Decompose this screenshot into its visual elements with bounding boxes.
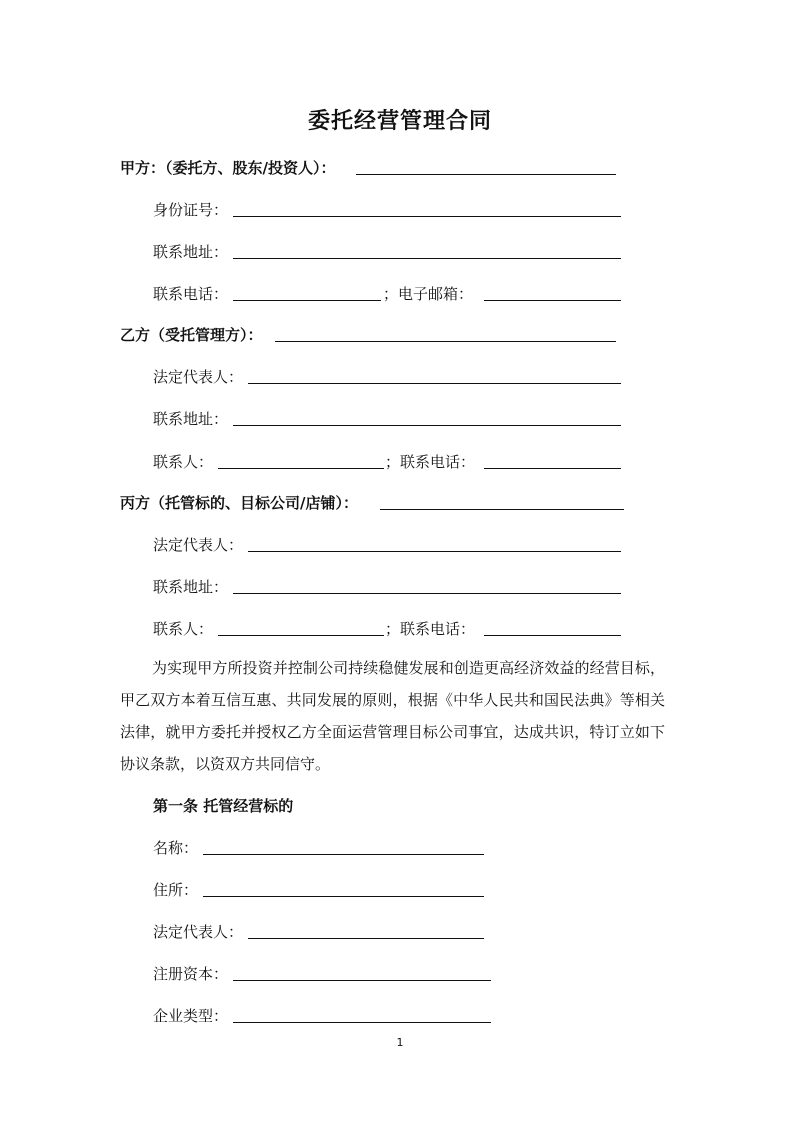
party-c-phone-field[interactable] <box>484 635 621 636</box>
party-a-phone-label: 联系电话： <box>153 285 229 303</box>
party-c-rep-field[interactable] <box>248 551 621 552</box>
party-a-email-field[interactable] <box>484 300 621 301</box>
party-b-address-field[interactable] <box>233 425 621 426</box>
party-a-id-field[interactable] <box>233 216 621 217</box>
document-title: 委托经营管理合同 <box>307 109 492 134</box>
target-capital-label: 注册资本： <box>153 965 229 983</box>
target-capital-field[interactable] <box>233 980 491 981</box>
party-a-phone-field[interactable] <box>233 300 381 301</box>
party-c-address-field[interactable] <box>233 593 621 594</box>
party-b-rep-field[interactable] <box>248 383 621 384</box>
party-b-phone-field[interactable] <box>484 468 621 469</box>
party-c-phone-label: ；联系电话： <box>385 620 476 638</box>
party-c-heading: 丙方（托管标的、目标公司/店铺）： <box>120 494 358 512</box>
target-name-field[interactable] <box>203 854 484 855</box>
party-a-address-label: 联系地址： <box>153 243 229 261</box>
party-a-address-field[interactable] <box>233 258 621 259</box>
target-rep-field[interactable] <box>248 938 484 939</box>
party-b-contact-label: 联系人： <box>153 453 214 471</box>
party-c-name-field[interactable] <box>380 509 624 510</box>
party-a-id-label: 身份证号： <box>153 201 229 219</box>
party-a-email-label: ；电子邮箱： <box>383 285 474 303</box>
party-b-phone-label: ；联系电话： <box>385 453 476 471</box>
party-b-rep-label: 法定代表人： <box>153 368 244 386</box>
party-c-address-label: 联系地址： <box>153 578 229 596</box>
party-a-name-field[interactable] <box>356 174 616 175</box>
page-number: 1 <box>396 1036 404 1049</box>
target-type-label: 企业类型： <box>153 1007 229 1025</box>
party-c-contact-field[interactable] <box>218 635 384 636</box>
preamble-paragraph: 为实现甲方所投资并控制公司持续稳健发展和创造更高经济效益的经营目标，甲乙双方本着互信互惠、共同发展的原则，根据《中华人民共和国民法典》等相关法律，就甲方委托并授权乙方全面运营管理目标公司事宜，达成共识，特订立如下协议条款，以资双方共同信守。 <box>120 659 665 773</box>
target-name-label: 名称： <box>153 839 199 857</box>
article-1-heading: 第一条 托管经营标的 <box>153 797 294 815</box>
party-c-rep-label: 法定代表人： <box>153 536 244 554</box>
party-c-contact-label: 联系人： <box>153 620 214 638</box>
party-b-address-label: 联系地址： <box>153 410 229 428</box>
party-b-name-field[interactable] <box>275 341 616 342</box>
party-b-contact-field[interactable] <box>218 468 384 469</box>
target-type-field[interactable] <box>233 1022 491 1023</box>
party-a-heading: 甲方：（委托方、股东/投资人）： <box>120 159 336 177</box>
target-domicile-field[interactable] <box>203 896 484 897</box>
party-b-heading: 乙方（受托管理方）： <box>120 326 263 344</box>
target-rep-label: 法定代表人： <box>153 923 244 941</box>
target-domicile-label: 住所： <box>153 881 199 899</box>
